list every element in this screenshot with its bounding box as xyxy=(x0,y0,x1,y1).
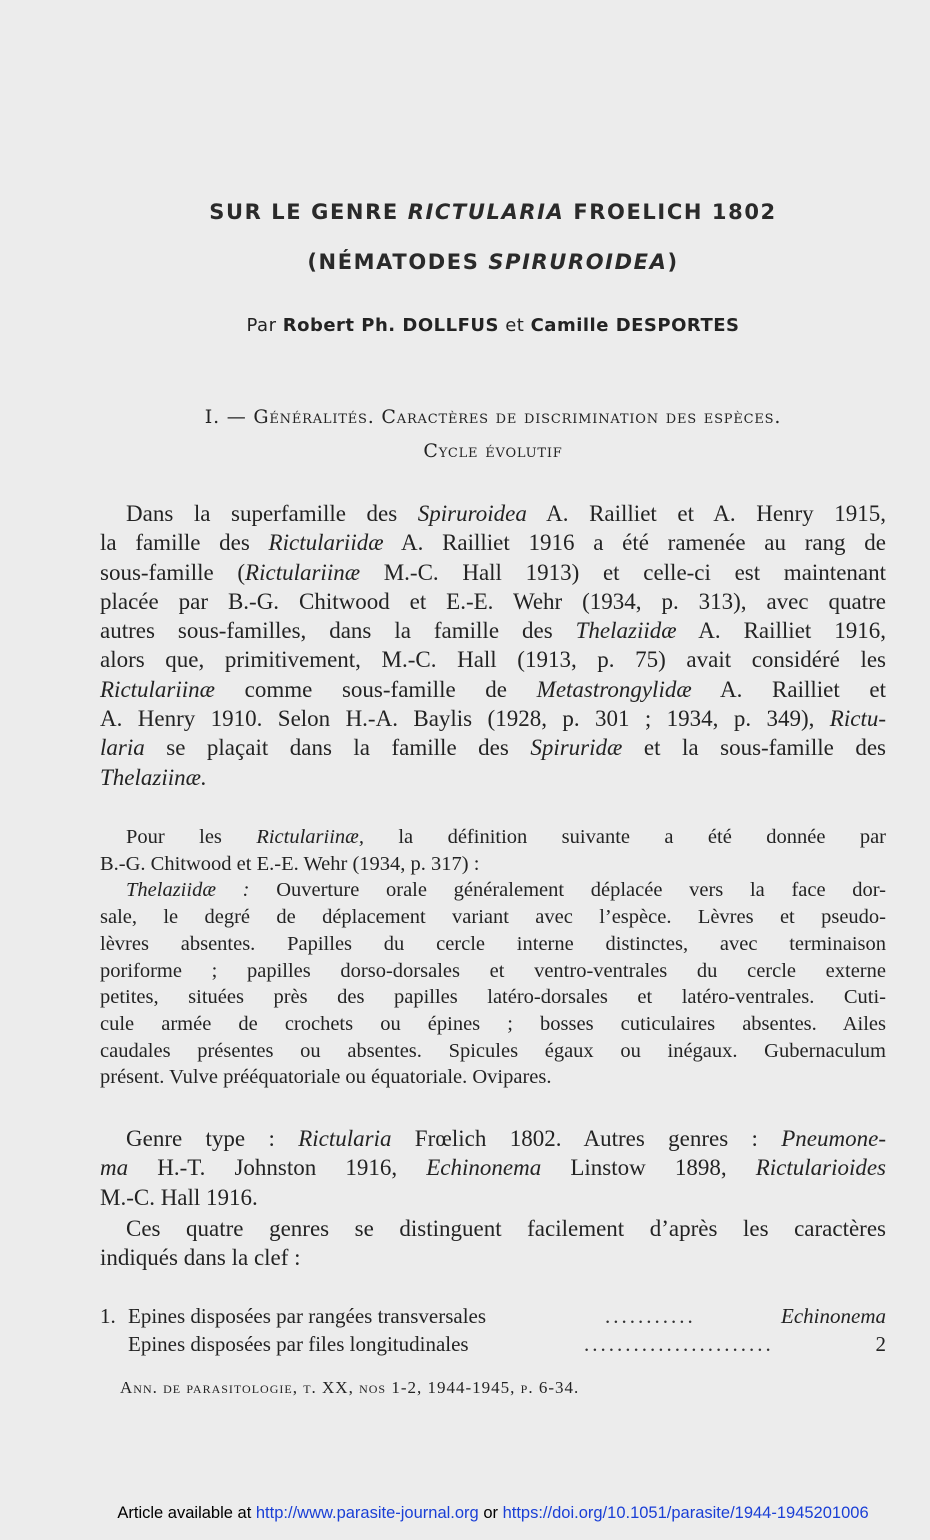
key-text: Epines disposées par rangées transversales xyxy=(128,1304,487,1328)
p2-line: Pour les Rictulariinæ, la définition suivante a été donnée par xyxy=(126,826,887,848)
p2-line: B.-G. Chitwood et E.-E. Wehr (1934, p. 317) : xyxy=(100,852,480,875)
p3-line: Genre type : Rictularia Frœlich 1802. Autres genres : Pneumone- xyxy=(126,1126,886,1151)
p2-line: poriforme ; papilles dorso-dorsales et ventro-ventrales du cercle externe xyxy=(100,959,886,982)
p4-line: Ces quatre genres se distinguent facilement d’après les caractères xyxy=(126,1216,886,1241)
title2-taxon: SPIRUROIDEA xyxy=(488,250,668,274)
key-leader: ........... xyxy=(605,1304,696,1328)
authors-line xyxy=(0,315,930,336)
author-2: Camille DESPORTES xyxy=(530,315,740,336)
p4-line: indiqués dans la clef : xyxy=(100,1245,301,1271)
title2-prefix: (NÉMATODES xyxy=(307,250,480,274)
title2-suffix: ) xyxy=(667,250,679,274)
section-heading-cont: Cycle évolutif xyxy=(423,440,563,462)
authors-par: Par xyxy=(246,315,277,336)
key-text: Epines disposées par files longitudinales xyxy=(128,1332,469,1356)
author-1: Robert Ph. DOLLFUS xyxy=(282,315,499,336)
p1-line: laria se plaçait dans la famille des Spiruridæ et la sous-famille des xyxy=(100,735,886,761)
paragraph-1 xyxy=(100,499,886,792)
p2-line: Thelaziidæ : Ouverture orale généralement déplacée vers la face dor- xyxy=(126,879,886,902)
paragraph-3 xyxy=(100,1124,886,1212)
p2-line: petites, situées près des papilles latéro-dorsales et latéro-ventrales. Cuti- xyxy=(100,986,886,1009)
journal-reference: Ann. de parasitologie, t. XX, nos 1-2, 1944-1945, p. 6-34. xyxy=(120,1378,580,1397)
key-number: 1. xyxy=(100,1304,116,1328)
p1-line: Rictulariinæ comme sous-famille de Metastrongylidæ A. Railliet et xyxy=(100,676,886,702)
p1-line: Dans la superfamille des Spiruroidea A. Railliet et A. Henry 1915, xyxy=(126,501,887,526)
p2-line: caudales présentes ou absentes. Spicules égaux ou inégaux. Gubernaculum xyxy=(100,1039,886,1062)
p3-line: ma H.-T. Johnston 1916, Echinonema Linstow 1898, Rictularioides xyxy=(100,1155,887,1181)
key-result: 2 xyxy=(875,1332,886,1356)
paragraph-4 xyxy=(100,1214,886,1273)
title-genus: RICTULARIA xyxy=(407,200,565,224)
availability-or: or xyxy=(478,1504,503,1522)
authors-et: et xyxy=(505,315,525,336)
p2-line: cule armée de crochets ou épines ; bosses cuticulaires absentes. Ailes xyxy=(100,1012,886,1035)
p1-line: sous-famille (Rictulariinæ M.-C. Hall 1913) et celle-ci est maintenant xyxy=(100,559,886,585)
article-title-line2 xyxy=(0,250,930,274)
p2-line: sale, le degré de déplacement variant avec l’espèce. Lèvres et pseudo- xyxy=(100,906,886,929)
doi-link[interactable]: https://doi.org/10.1051/parasite/1944-1945201006 xyxy=(502,1504,869,1522)
p1-line: autres sous-familles, dans la famille des Thelaziidæ A. Railliet 1916, xyxy=(100,618,886,644)
p1-line: A. Henry 1910. Selon H.-A. Baylis (1928, p. 301 ; 1934, p. 349), Rictu- xyxy=(100,706,886,732)
journal-link[interactable]: http://www.parasite-journal.org xyxy=(255,1504,479,1522)
p1-line: Thelaziinæ. xyxy=(100,764,207,790)
paragraph-2 xyxy=(100,824,886,1091)
p1-line: la famille des Rictulariidæ A. Railliet 1916 a été ramenée au rang de xyxy=(100,530,886,556)
section-heading: I. — Généralités. Caractères de discrimination des espèces. xyxy=(204,406,782,428)
availability-prefix: Article available at xyxy=(117,1504,256,1522)
key-leader: ....................... xyxy=(584,1332,774,1356)
p1-line: placée par B.-G. Chitwood et E.-E. Wehr (1934, p. 313), avec quatre xyxy=(100,588,886,614)
title-prefix: SUR LE GENRE xyxy=(209,200,399,224)
p3-line: M.-C. Hall 1916. xyxy=(100,1184,258,1210)
key-result: Echinonema xyxy=(781,1304,886,1328)
p2-line: présent. Vulve prééquatoriale ou équatoriale. Ovipares. xyxy=(100,1066,552,1089)
title-suffix: FROELICH 1802 xyxy=(573,200,777,224)
article-availability xyxy=(0,1504,930,1523)
p1-line: alors que, primitivement, M.-C. Hall (1913, p. 75) avait considéré les xyxy=(100,647,886,673)
article-title-line1 xyxy=(0,200,930,224)
p2-line: lèvres absentes. Papilles du cercle interne distinctes, avec terminaison xyxy=(100,932,886,955)
